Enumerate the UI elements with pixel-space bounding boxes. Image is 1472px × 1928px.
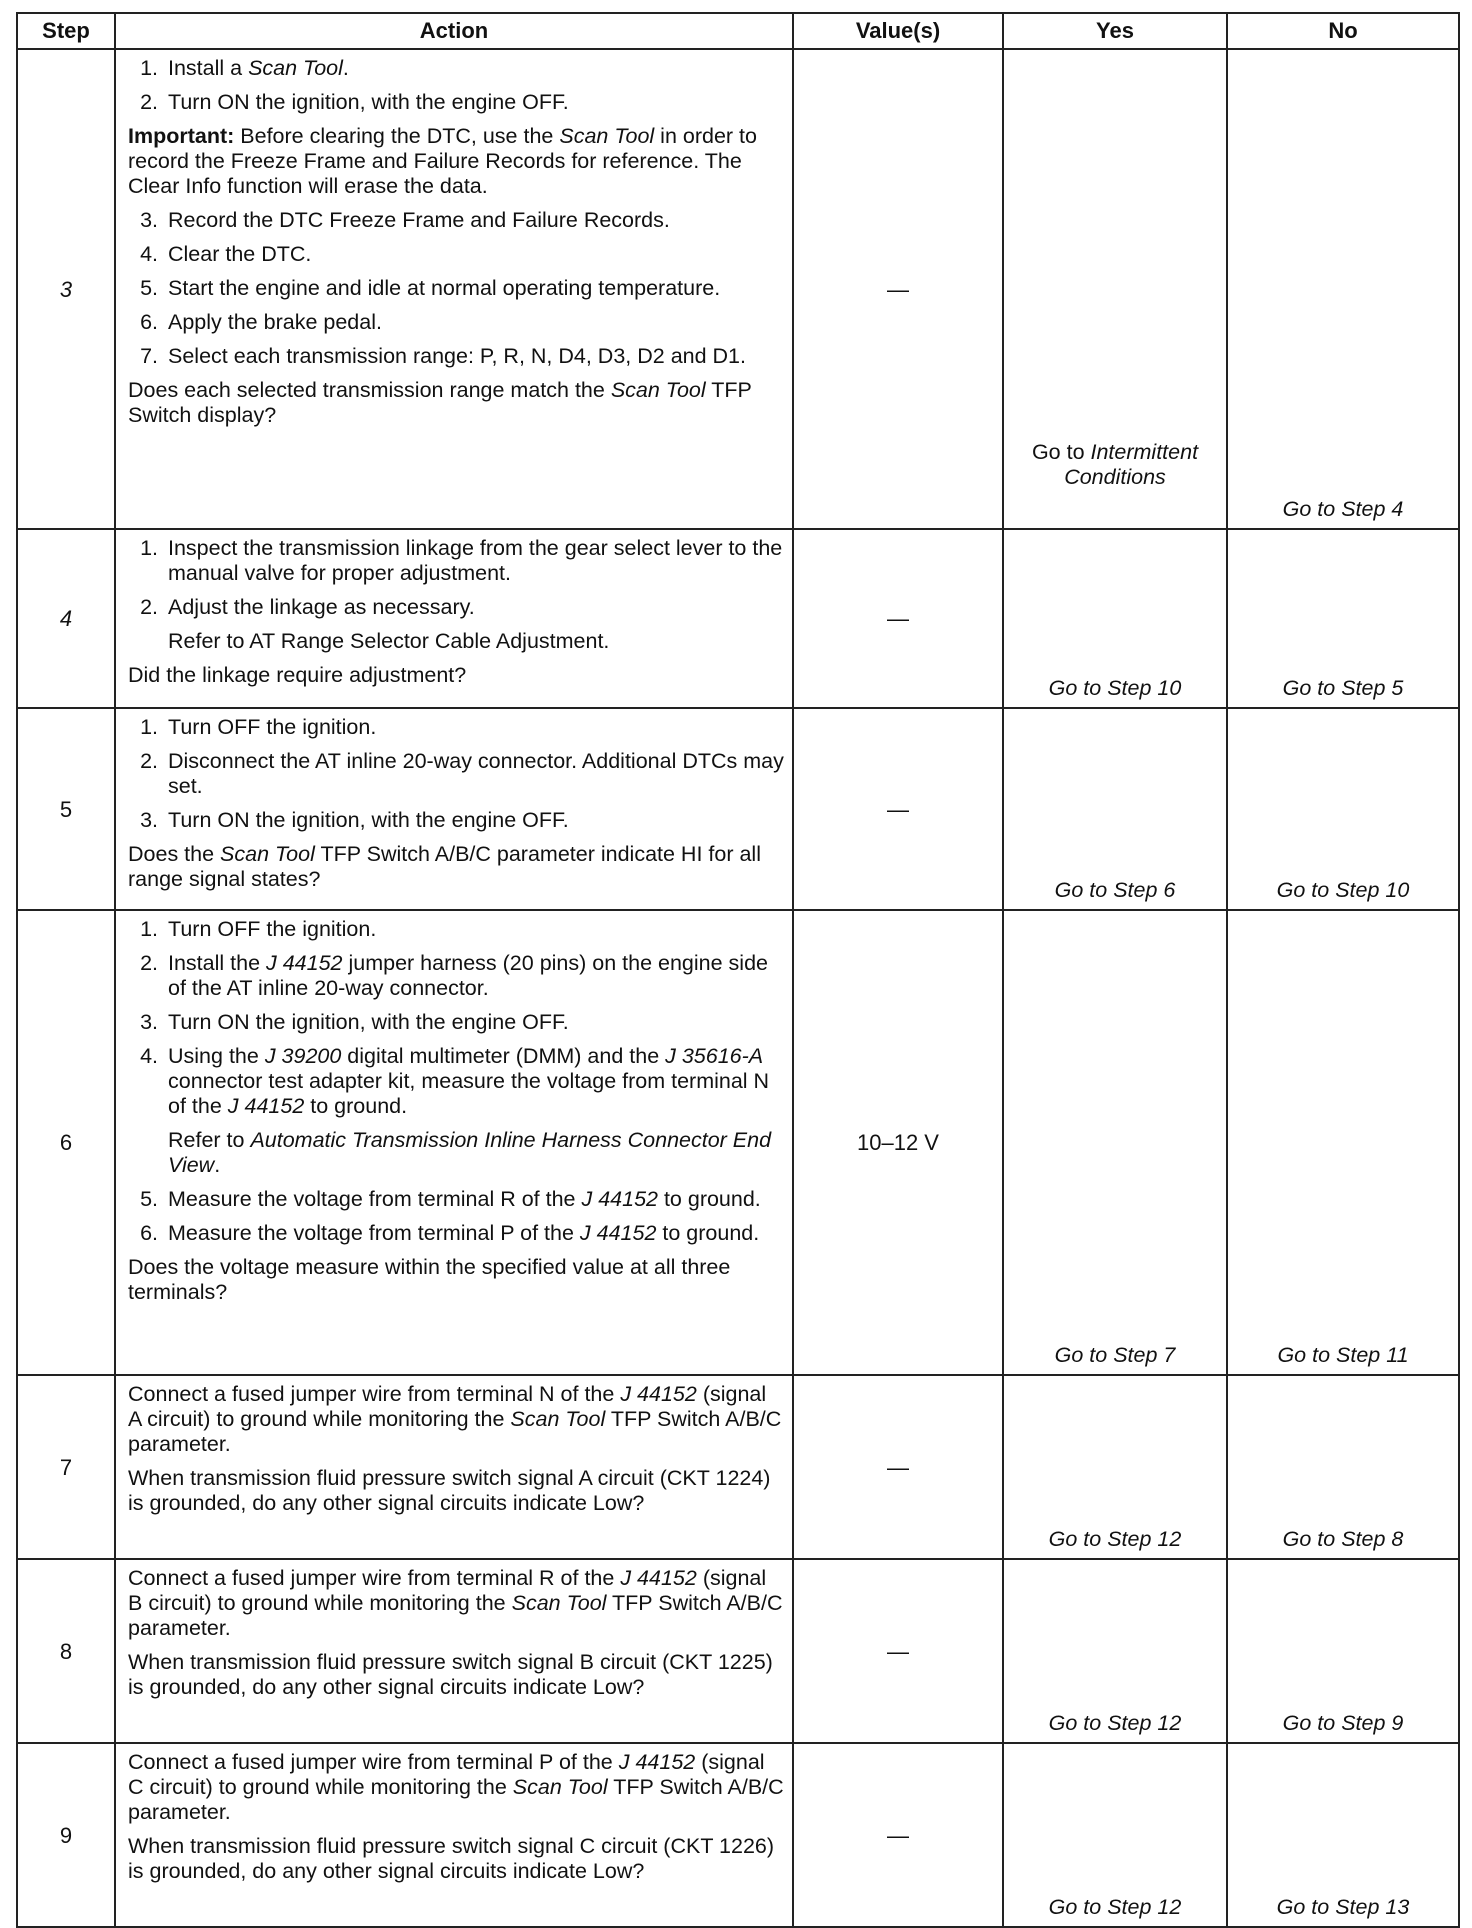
no-cell: Go to Step 10: [1227, 708, 1459, 910]
value-cell: —: [793, 529, 1003, 708]
step-number: 9: [17, 1743, 115, 1927]
value-cell: 10–12 V: [793, 910, 1003, 1375]
reference-note: Refer to AT Range Selector Cable Adjustment.: [168, 629, 610, 653]
table-row: [17, 708, 1459, 910]
list-item: 2. Adjust the linkage as necessary.: [140, 595, 475, 619]
list-item: 7. Select each transmission range: P, R, N, D4, D3, D2 and D1.: [140, 344, 746, 368]
table-row: [17, 1743, 1459, 1927]
header-action: Action: [115, 13, 793, 49]
no-cell: Go to Step 4: [1227, 49, 1459, 529]
value-cell: —: [793, 708, 1003, 910]
action-cell: [115, 49, 793, 529]
important-note: Important: Before clearing the DTC, use the Scan Tool in order to record the Freeze Frame and Failure Records for reference. The Clear Info function will erase the data.: [128, 124, 757, 198]
yes-cell: Go to Step 10: [1003, 529, 1227, 708]
list-item: 5. Measure the voltage from terminal R of the J 44152 to ground.: [140, 1187, 761, 1211]
action-cell: [115, 1743, 793, 1927]
list-item: 6. Apply the brake pedal.: [140, 310, 382, 334]
header-yes: Yes: [1003, 13, 1227, 49]
step-number: 8: [17, 1559, 115, 1743]
header-values: Value(s): [793, 13, 1003, 49]
table-row: [17, 1375, 1459, 1559]
list-item: 1. Turn OFF the ignition.: [140, 917, 377, 941]
list-item: 1. Turn OFF the ignition.: [140, 715, 377, 739]
table-row: [17, 910, 1459, 1375]
yes-cell: Go to Intermittent Conditions: [1003, 49, 1227, 529]
no-cell: Go to Step 5: [1227, 529, 1459, 708]
no-cell: Go to Step 8: [1227, 1375, 1459, 1559]
question-text: Does each selected transmission range match the Scan Tool TFP Switch display?: [128, 378, 752, 427]
no-cell: Go to Step 11: [1227, 910, 1459, 1375]
yes-cell: Go to Step 12: [1003, 1559, 1227, 1743]
action-cell: [115, 910, 793, 1375]
yes-cell: Go to Step 6: [1003, 708, 1227, 910]
yes-cell: Go to Step 12: [1003, 1743, 1227, 1927]
step-number: 4: [17, 529, 115, 708]
action-cell: [115, 708, 793, 910]
list-item: 1. Install a Scan Tool.: [140, 56, 349, 80]
table-row: [17, 529, 1459, 708]
no-cell: Go to Step 9: [1227, 1559, 1459, 1743]
reference-note: Refer to Automatic Transmission Inline Harness Connector End View.: [168, 1128, 772, 1177]
step-number: 5: [17, 708, 115, 910]
list-item: 1. Inspect the transmission linkage from the gear select lever to the manual valve for proper adjustment.: [140, 536, 783, 585]
question-text: When transmission fluid pressure switch signal A circuit (CKT 1224) is grounded, do any other signal circuits indicate Low?: [128, 1466, 771, 1515]
yes-cell: Go to Step 12: [1003, 1375, 1227, 1559]
question-text: Does the voltage measure within the specified value at all three terminals?: [128, 1255, 731, 1304]
list-item: 6. Measure the voltage from terminal P of the J 44152 to ground.: [140, 1221, 760, 1245]
list-item: 2. Disconnect the AT inline 20-way connector. Additional DTCs may set.: [140, 749, 784, 798]
value-cell: —: [793, 1559, 1003, 1743]
list-item: 4. Using the J 39200 digital multimeter (DMM) and the J 35616-A connector test adapter kit, measure the voltage from terminal N of the J 44152 to ground.: [140, 1044, 770, 1118]
list-item: 3. Record the DTC Freeze Frame and Failure Records.: [140, 208, 670, 232]
table-row: [17, 49, 1459, 529]
step-number: 6: [17, 910, 115, 1375]
table-row: [17, 1559, 1459, 1743]
instruction-text: Connect a fused jumper wire from terminal N of the J 44152 (signal A circuit) to ground while monitoring the Scan Tool TFP Switch A/B/C parameter.: [128, 1382, 782, 1456]
list-item: 3. Turn ON the ignition, with the engine OFF.: [140, 1010, 569, 1034]
action-cell: [115, 529, 793, 708]
question-text: Did the linkage require adjustment?: [128, 663, 467, 687]
question-text: When transmission fluid pressure switch signal B circuit (CKT 1225) is grounded, do any other signal circuits indicate Low?: [128, 1650, 773, 1699]
header-no: No: [1227, 13, 1459, 49]
step-number: 3: [17, 49, 115, 529]
instruction-text: Connect a fused jumper wire from terminal P of the J 44152 (signal C circuit) to ground while monitoring the Scan Tool TFP Switch A/B/C parameter.: [128, 1750, 784, 1824]
instruction-text: Connect a fused jumper wire from terminal R of the J 44152 (signal B circuit) to ground while monitoring the Scan Tool TFP Switch A/B/C parameter.: [128, 1566, 783, 1640]
question-text: Does the Scan Tool TFP Switch A/B/C parameter indicate HI for all range signal states?: [128, 842, 761, 891]
diagnostic-table: [16, 12, 1460, 1928]
header-step: Step: [17, 13, 115, 49]
step-number: 7: [17, 1375, 115, 1559]
list-item: 2. Install the J 44152 jumper harness (20 pins) on the engine side of the AT inline 20-way connector.: [140, 951, 768, 1000]
value-cell: —: [793, 49, 1003, 529]
no-cell: Go to Step 13: [1227, 1743, 1459, 1927]
action-cell: [115, 1559, 793, 1743]
header-row: [17, 13, 1459, 49]
yes-cell: Go to Step 7: [1003, 910, 1227, 1375]
value-cell: —: [793, 1375, 1003, 1559]
question-text: When transmission fluid pressure switch signal C circuit (CKT 1226) is grounded, do any other signal circuits indicate Low?: [128, 1834, 775, 1883]
list-item: 3. Turn ON the ignition, with the engine OFF.: [140, 808, 569, 832]
list-item: 5. Start the engine and idle at normal operating temperature.: [140, 276, 721, 300]
list-item: 2. Turn ON the ignition, with the engine OFF.: [140, 90, 569, 114]
action-cell: [115, 1375, 793, 1559]
list-item: 4. Clear the DTC.: [140, 242, 312, 266]
value-cell: —: [793, 1743, 1003, 1927]
